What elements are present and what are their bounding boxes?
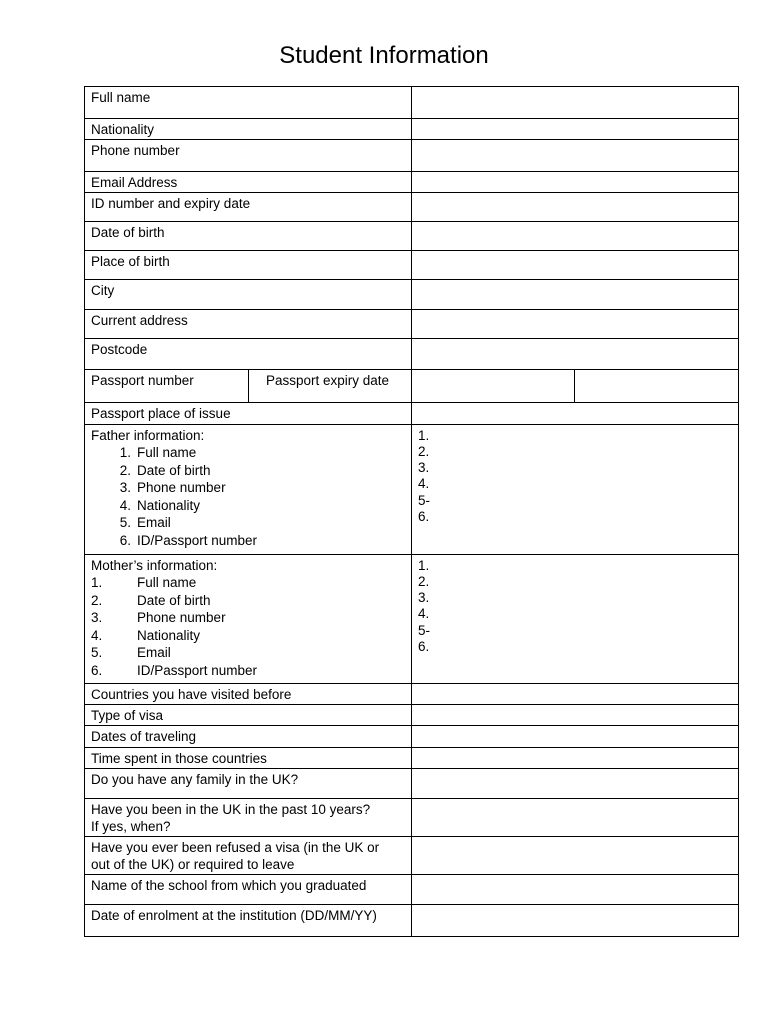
postcode-label: Postcode [85,338,412,369]
mother-information-field[interactable] [412,554,739,683]
answer-number: 5- [418,492,431,508]
form-row-countries-visited [85,683,739,704]
form-row-family-uk [85,768,739,798]
phone-number-label: Phone number [85,140,412,172]
email-address-label: Email Address [85,172,412,193]
passport-number-label: Passport number [85,369,249,402]
list-item: 3. Phone number [91,610,226,625]
enrolment-date-field[interactable] [412,904,739,936]
list-item: 4. Nationality [119,497,201,513]
list-item: 2. Date of birth [91,592,211,608]
countries-visited-field[interactable] [412,683,739,704]
form-row-city [85,279,739,309]
city-label: City [85,279,412,309]
date-of-birth-field[interactable] [412,221,739,250]
father-information-cell [85,424,412,554]
answer-number: 4. [418,476,430,492]
form-row-father [85,424,739,554]
id-expiry-field[interactable] [412,192,739,221]
time-spent-field[interactable] [412,747,739,768]
nationality-field[interactable] [412,119,739,140]
email-address-field[interactable] [412,172,739,193]
travel-dates-field[interactable] [412,725,739,747]
nationality-label: Nationality [85,119,412,140]
refused-visa-field[interactable] [412,836,739,874]
school-name-field[interactable] [412,874,739,904]
form-row-travel-dates [85,725,739,747]
id-expiry-label: ID number and expiry date [85,192,412,221]
passport-number-field[interactable] [412,369,575,402]
answer-number: 1. [418,427,430,443]
school-name-label: Name of the school from which you graduated [85,874,412,904]
full-name-field[interactable] [412,87,739,119]
list-item: 1. Full name [91,575,197,590]
list-item: 5. Email [91,645,171,660]
passport-expiry-field[interactable] [575,369,739,402]
mother-information-cell [85,554,412,683]
visa-type-field[interactable] [412,704,739,725]
enrolment-date-label: Date of enrolment at the institution (DD/MM/YY) [85,904,412,936]
form-row-id-expiry [85,192,739,221]
list-item: 6. ID/Passport number [119,532,258,548]
page-title: Student Information [279,42,489,69]
current-address-label: Current address [85,309,412,338]
answer-number: 2. [418,573,430,589]
answer-number: 2. [418,443,430,459]
form-row-visa-type [85,704,739,725]
father-information-list [91,444,411,549]
mother-information-heading: Mother’s information: [91,557,218,573]
form-row-email [85,172,739,193]
form-row-uk-past-10 [85,798,739,836]
form-row-school-name [85,874,739,904]
form-row-passport-place [85,402,739,424]
form-row-full-name [85,87,739,119]
mother-information-list [91,574,411,679]
answer-number: 4. [418,606,430,622]
passport-place-field[interactable] [412,402,739,424]
form-row-enrolment-date [85,904,739,936]
place-of-birth-label: Place of birth [85,250,412,279]
form-row-postcode [85,338,739,369]
answer-number: 3. [418,460,430,476]
answer-number: 6. [418,508,430,524]
answer-number: 6. [418,638,430,654]
passport-place-label: Passport place of issue [85,402,412,424]
current-address-field[interactable] [412,309,739,338]
student-information-form [84,86,739,937]
countries-visited-label: Countries you have visited before [85,683,412,704]
passport-expiry-label: Passport expiry date [249,369,412,402]
form-row-nationality [85,119,739,140]
list-item: 2. Date of birth [119,462,211,478]
date-of-birth-label: Date of birth [85,221,412,250]
uk-past-10-label: Have you been in the UK in the past 10 years? If yes, when? [85,798,412,836]
father-information-heading: Father information: [91,427,205,443]
postcode-field[interactable] [412,338,739,369]
form-row-pob [85,250,739,279]
form-row-mother [85,554,739,683]
travel-dates-label: Dates of traveling [85,725,412,747]
family-uk-label: Do you have any family in the UK? [85,768,412,798]
form-row-phone [85,140,739,172]
time-spent-label: Time spent in those countries [85,747,412,768]
full-name-label: Full name [85,87,412,119]
answer-number: 5- [418,622,431,638]
city-field[interactable] [412,279,739,309]
form-row-refused-visa [85,836,739,874]
answer-number: 3. [418,590,430,606]
form-row-current-address [85,309,739,338]
form-row-dob [85,221,739,250]
refused-visa-label: Have you ever been refused a visa (in the UK or out of the UK) or required to leave [85,836,412,874]
form-row-time-spent [85,747,739,768]
phone-number-field[interactable] [412,140,739,172]
visa-type-label: Type of visa [85,704,412,725]
list-item: 1. Full name [119,445,197,460]
form-row-passport [85,369,739,402]
family-uk-field[interactable] [412,768,739,798]
father-information-field[interactable] [412,424,739,554]
list-item: 6. ID/Passport number [91,662,258,678]
place-of-birth-field[interactable] [412,250,739,279]
list-item: 3. Phone number [119,480,226,495]
uk-past-10-field[interactable] [412,798,739,836]
list-item: 5. Email [119,515,171,530]
list-item: 4. Nationality [91,627,201,643]
answer-number: 1. [418,557,430,573]
